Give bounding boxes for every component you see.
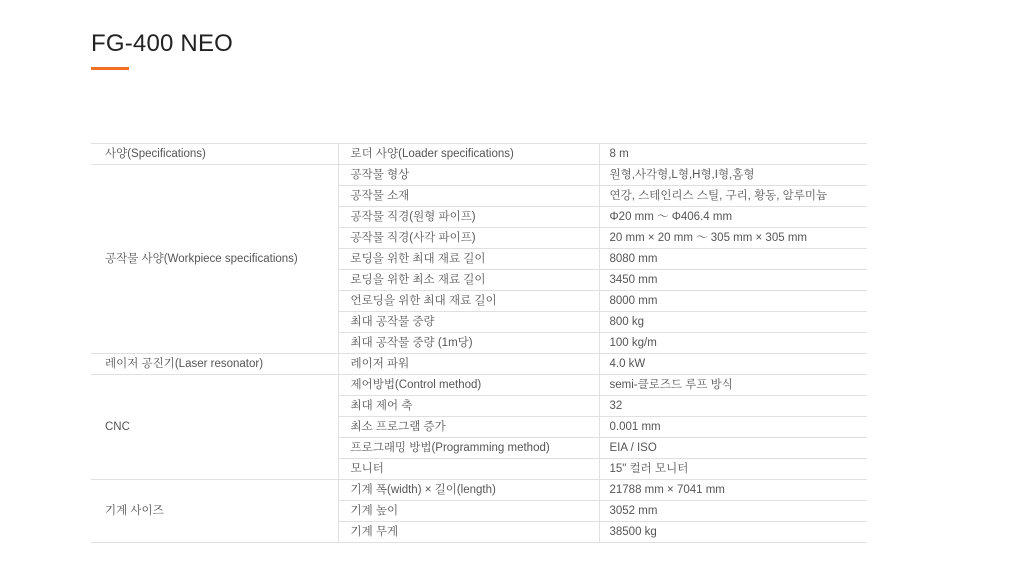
spec-value-cell: EIA / ISO [599, 438, 867, 459]
spec-value-cell: 32 [599, 396, 867, 417]
spec-label-cell: 언로딩을 위한 최대 재료 길이 [338, 291, 599, 312]
spec-label-cell: 로딩을 위한 최소 재료 길이 [338, 270, 599, 291]
page-title: FG-400 NEO [91, 30, 234, 57]
spec-label-cell: 최대 공작물 중량 (1m당) [338, 333, 599, 354]
spec-value-cell: 8000 mm [599, 291, 867, 312]
spec-value-cell: 0.001 mm [599, 417, 867, 438]
spec-value-cell: 15" 컬러 모니터 [599, 459, 867, 480]
spec-value-cell: 3450 mm [599, 270, 867, 291]
spec-value-cell: Φ20 mm ～ Φ406.4 mm [599, 207, 867, 228]
spec-label-cell: 공작물 형상 [338, 165, 599, 186]
spec-label-cell: 프로그래밍 방법(Programming method) [338, 438, 599, 459]
spec-value-cell: 8 m [599, 144, 867, 165]
spec-label-cell: 공작물 직경(원형 파이프) [338, 207, 599, 228]
spec-label-cell: 최소 프로그램 증가 [338, 417, 599, 438]
spec-label-cell: 제어방법(Control method) [338, 375, 599, 396]
spec-label-cell: 기계 높이 [338, 501, 599, 522]
spec-table-row [91, 375, 867, 396]
specifications-table [91, 143, 867, 543]
spec-category-cell: 기계 사이즈 [91, 480, 338, 543]
spec-value-cell: 800 kg [599, 312, 867, 333]
spec-label-cell: 공작물 소재 [338, 186, 599, 207]
spec-label-cell: 최대 공작물 중량 [338, 312, 599, 333]
spec-table-row [91, 144, 867, 165]
spec-value-cell: 20 mm × 20 mm ～ 305 mm × 305 mm [599, 228, 867, 249]
spec-label-cell: 로더 사양(Loader specifications) [338, 144, 599, 165]
spec-category-cell: CNC [91, 375, 338, 480]
spec-value-cell: semi-클로즈드 루프 방식 [599, 375, 867, 396]
spec-value-cell: 3052 mm [599, 501, 867, 522]
specifications-table-body [91, 144, 867, 543]
spec-label-cell: 레이저 파워 [338, 354, 599, 375]
spec-label-cell: 기계 무게 [338, 522, 599, 543]
spec-value-cell: 원형,사각형,L형,H형,I형,홈형 [599, 165, 867, 186]
spec-label-cell: 기계 폭(width) × 길이(length) [338, 480, 599, 501]
spec-value-cell: 21788 mm × 7041 mm [599, 480, 867, 501]
spec-label-cell: 로딩을 위한 최대 재료 길이 [338, 249, 599, 270]
spec-label-cell: 공작물 직경(사각 파이프) [338, 228, 599, 249]
spec-value-cell: 4.0 kW [599, 354, 867, 375]
spec-value-cell: 연강, 스테인리스 스틸, 구리, 황동, 알루미늄 [599, 186, 867, 207]
spec-table-row [91, 354, 867, 375]
spec-value-cell: 8080 mm [599, 249, 867, 270]
spec-value-cell: 38500 kg [599, 522, 867, 543]
spec-category-cell: 공작물 사양(Workpiece specifications) [91, 165, 338, 354]
spec-value-cell: 100 kg/m [599, 333, 867, 354]
spec-label-cell: 최대 제어 축 [338, 396, 599, 417]
spec-category-cell: 사양(Specifications) [91, 144, 338, 165]
title-underline-accent [91, 67, 129, 70]
spec-table-row [91, 165, 867, 186]
spec-category-cell: 레이저 공진기(Laser resonator) [91, 354, 338, 375]
spec-table-row [91, 480, 867, 501]
spec-label-cell: 모니터 [338, 459, 599, 480]
